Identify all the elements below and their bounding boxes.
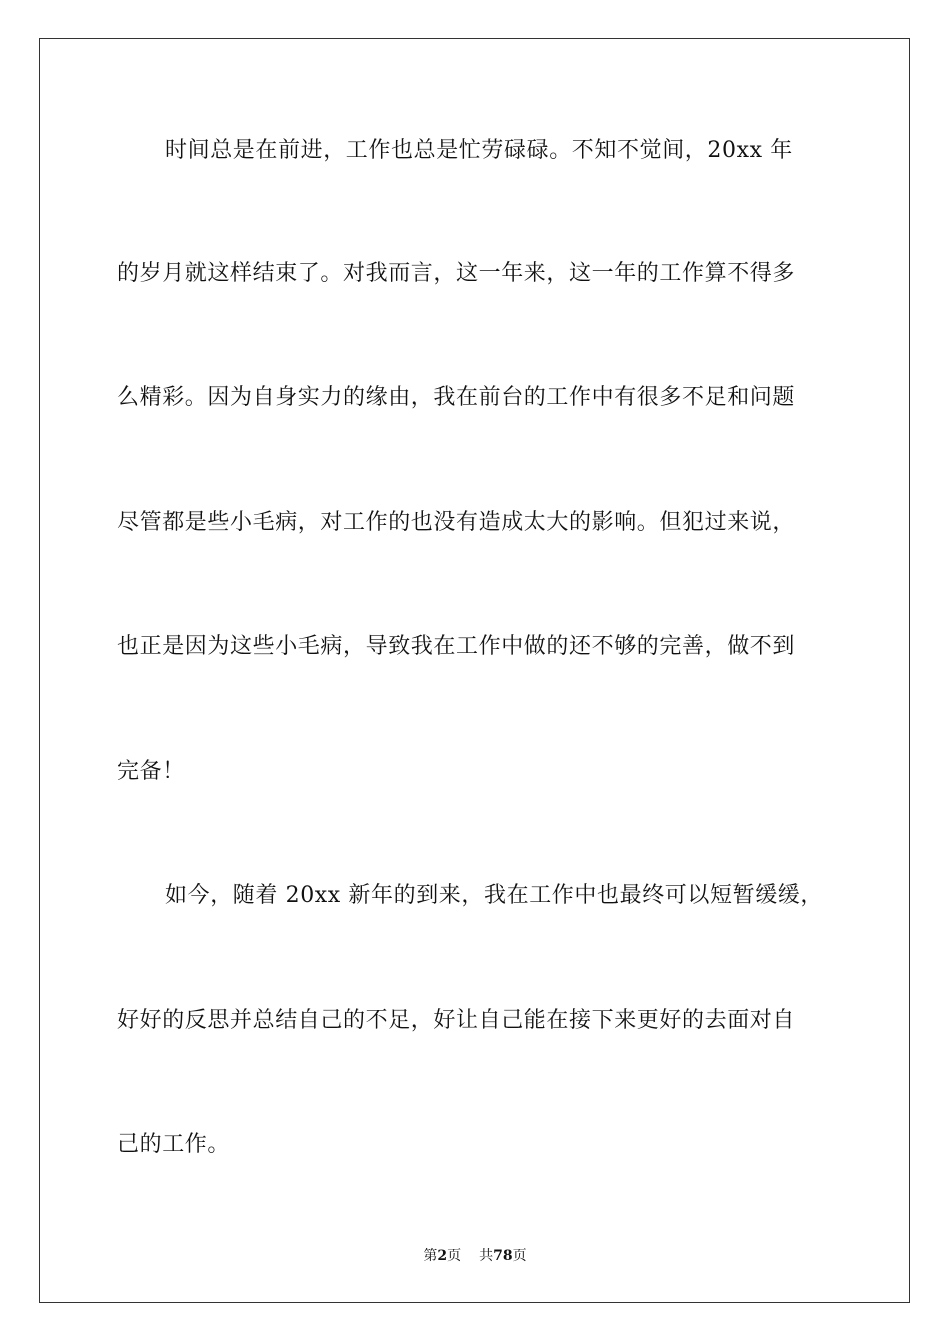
paragraph-1-line-2: 的岁月就这样结束了。对我而言，这一年来，这一年的工作算不得多 xyxy=(117,261,796,286)
footer-total-prefix: 共 xyxy=(479,1248,494,1264)
page-footer xyxy=(0,1246,950,1266)
footer-total-pages: 78 xyxy=(493,1248,513,1264)
paragraph-1-line-4: 尽管都是些小毛病，对工作的也没有造成太大的影响。但犯过来说， xyxy=(117,510,796,535)
paragraph-1-line-5: 也正是因为这些小毛病，导致我在工作中做的还不够的完善，做不到 xyxy=(117,634,796,659)
paragraph-1-line-1: 时间总是在前进，工作也总是忙劳碌碌。不知不觉间，20xx 年 xyxy=(165,138,793,163)
paragraph-2-line-2: 好好的反思并总结自己的不足，好让自己能在接下来更好的去面对自 xyxy=(117,1008,796,1033)
paragraph-2-line-3: 己的工作。 xyxy=(117,1132,231,1157)
paragraph-1-line-6: 完备！ xyxy=(117,759,185,784)
paragraph-2-line-1: 如今，随着 20xx 新年的到来，我在工作中也最终可以短暂缓缓， xyxy=(165,883,823,908)
footer-page-suffix: 页 xyxy=(447,1248,462,1264)
paragraph-1-line-3: 么精彩。因为自身实力的缘由，我在前台的工作中有很多不足和问题 xyxy=(117,385,796,410)
footer-page-prefix: 第 xyxy=(423,1248,438,1264)
page-frame xyxy=(39,38,910,1303)
footer-total-suffix: 页 xyxy=(512,1248,527,1264)
footer-page-number: 2 xyxy=(437,1248,448,1264)
